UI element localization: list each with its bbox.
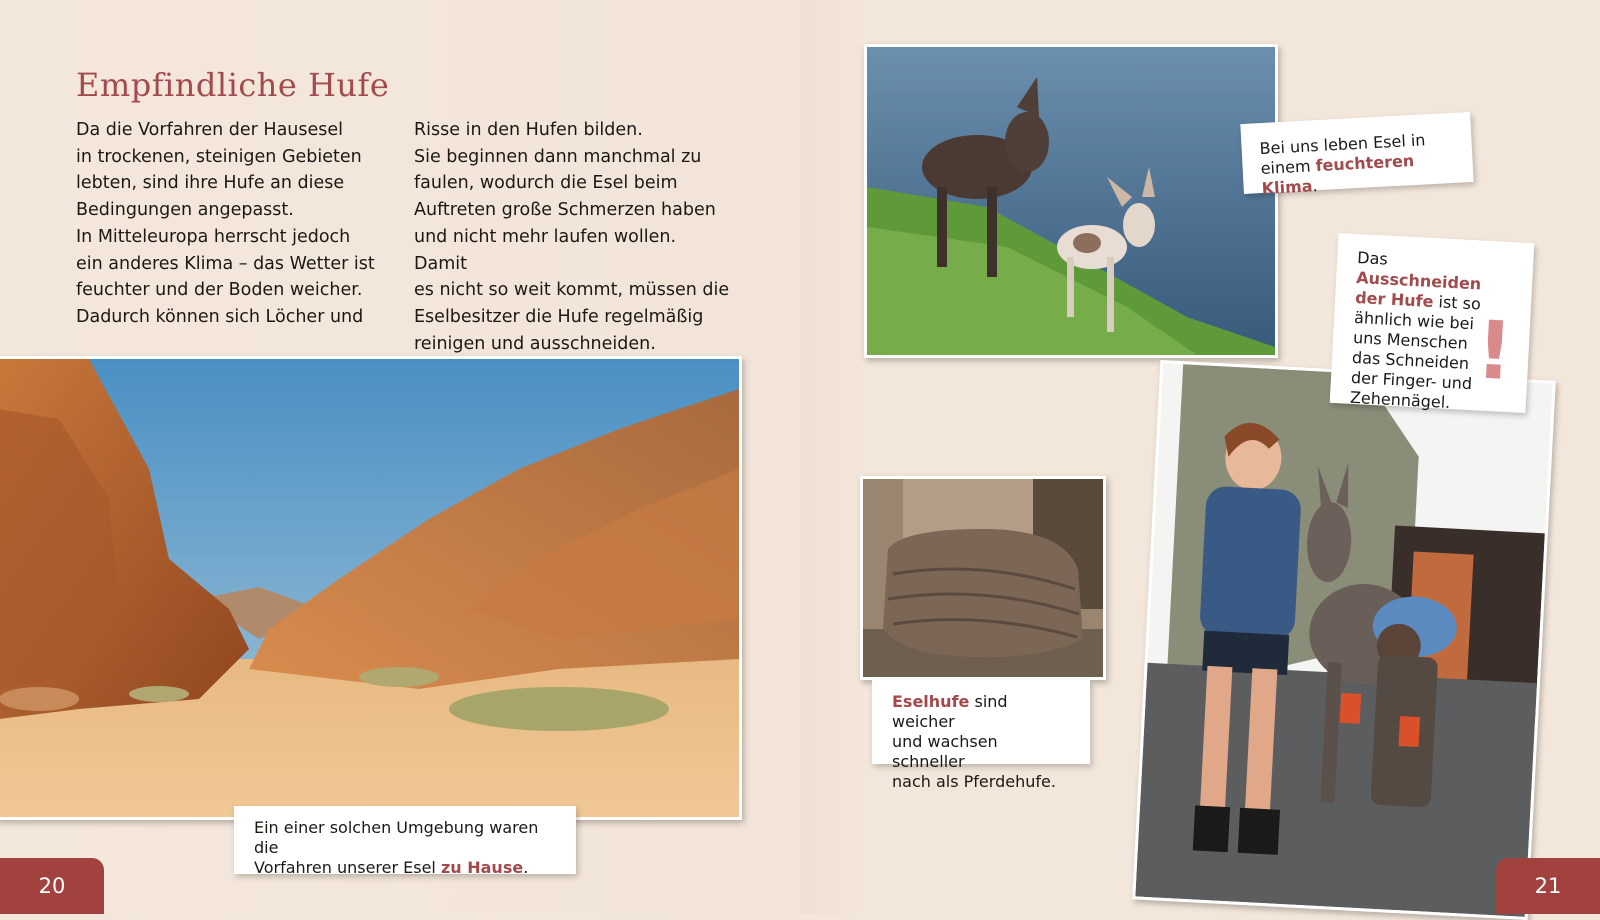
canyon-caption bbox=[234, 806, 576, 877]
text-line: es nicht so weit kommt, müssen die bbox=[414, 280, 730, 301]
text-line: Da die Vorfahren der Hausesel bbox=[76, 120, 344, 140]
caption-line bbox=[254, 858, 556, 878]
text-line: In Mitteleuropa herrscht jedoch bbox=[76, 226, 351, 247]
text-line: Sie beginnen dann manchmal zu bbox=[414, 146, 702, 167]
caption-line: nach als Pferdehufe. bbox=[892, 772, 1056, 791]
text-line: in trockenen, steinigen Gebieten bbox=[76, 146, 362, 167]
page-title: Empfindliche Hufe bbox=[76, 66, 390, 104]
text-line: und nicht mehr laufen wollen. Damit bbox=[414, 226, 677, 274]
canyon-illustration bbox=[0, 359, 739, 817]
note-line: Zehennägel. bbox=[1349, 387, 1451, 413]
note-text: einem bbox=[1260, 156, 1317, 179]
note-text: ist so bbox=[1432, 292, 1482, 314]
text-line: lebten, sind ihre Hufe an diese bbox=[76, 173, 345, 194]
text-line: Auftreten große Schmerzen haben bbox=[414, 200, 716, 221]
farrier-illustration bbox=[1135, 363, 1552, 917]
note-highlight: feuchteren Klima bbox=[1261, 151, 1415, 199]
caption-highlight: zu Hause bbox=[440, 858, 524, 877]
text-column-1 bbox=[76, 117, 396, 331]
note-line: ähnlich wie bei bbox=[1353, 307, 1475, 334]
text-line: feuchter und der Boden weicher. bbox=[76, 280, 363, 301]
text-line: reinigen und ausschneiden. bbox=[414, 333, 656, 354]
donkeys-photo bbox=[864, 44, 1278, 358]
note-line: der Finger- und bbox=[1350, 367, 1473, 394]
caption-line bbox=[892, 692, 1070, 732]
hoof-photo bbox=[860, 476, 1106, 680]
note-line: Bei uns leben Esel in bbox=[1259, 130, 1426, 159]
note-text: Das bbox=[1356, 248, 1389, 269]
page-number-left: 20 bbox=[0, 858, 104, 914]
caption-text: Vorfahren unserer Esel bbox=[254, 858, 441, 877]
climate-note bbox=[1240, 112, 1473, 199]
page-number-right: 21 bbox=[1496, 858, 1600, 914]
note-text: . bbox=[1312, 176, 1319, 196]
text-line: Bedingungen angepasst. bbox=[76, 200, 294, 221]
text-line: ein anderes Klima – das Wetter ist bbox=[76, 253, 375, 274]
caption-text: sind weicher bbox=[892, 692, 1008, 731]
text-line: Risse in den Hufen bilden. bbox=[414, 120, 643, 140]
hoof-illustration bbox=[863, 479, 1103, 677]
caption-highlight: Eselhufe bbox=[892, 692, 970, 711]
canyon-photo bbox=[0, 356, 742, 820]
caption-line: Ein einer solchen Umgebung waren die bbox=[254, 818, 539, 857]
text-column-2 bbox=[414, 117, 734, 357]
caption-line: und wachsen schneller bbox=[892, 732, 998, 771]
hoof-caption bbox=[872, 680, 1090, 791]
note-highlight: Ausschneiden bbox=[1355, 267, 1482, 294]
note-line: uns Menschen bbox=[1352, 327, 1469, 353]
note-highlight: der Hufe bbox=[1354, 287, 1434, 312]
note-line: das Schneiden bbox=[1351, 347, 1470, 373]
farrier-photo bbox=[1132, 360, 1556, 920]
exclamation-mark: ! bbox=[1473, 303, 1516, 399]
text-line: faulen, wodurch die Esel beim bbox=[414, 173, 678, 194]
trim-note bbox=[1330, 233, 1535, 413]
donkeys-illustration bbox=[867, 47, 1275, 355]
text-line: Eselbesitzer die Hufe regelmäßig bbox=[414, 306, 704, 327]
caption-text: . bbox=[523, 858, 529, 877]
text-line: Dadurch können sich Löcher und bbox=[76, 306, 364, 327]
